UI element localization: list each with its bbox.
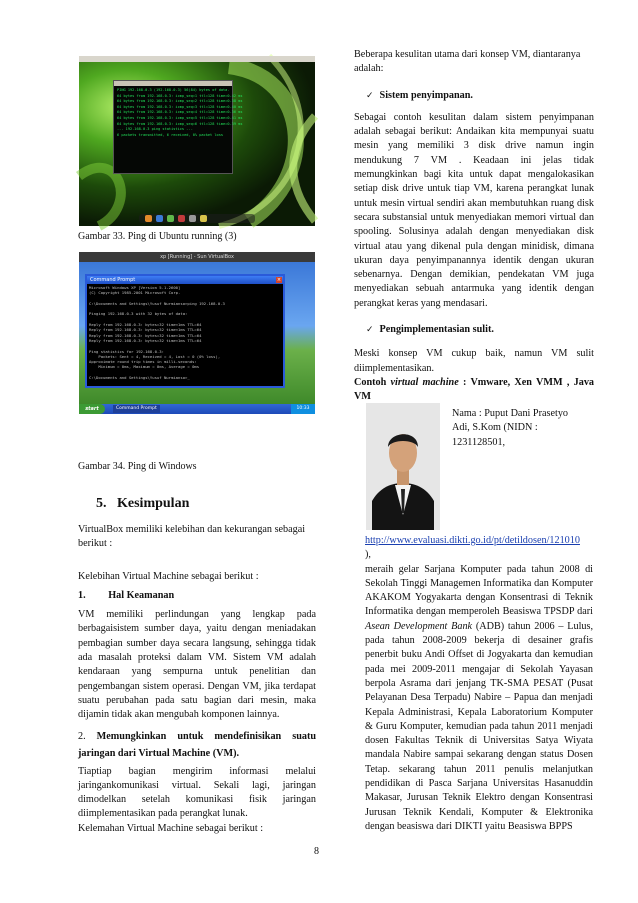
terminal-line: 64 bytes from 192.168.0.3: icmp_seq=1 ttl=128 time=0.42 ms <box>117 93 243 98</box>
section-heading-kesimpulan: 5. Kesimpulan <box>96 496 190 511</box>
right-body-bottom <box>365 534 593 834</box>
terminal-output <box>114 86 243 140</box>
item2-heading <box>78 728 316 762</box>
point2-text: Meski konsep VM cukup baik, namun VM sulit diimplementasikan. <box>354 348 594 374</box>
cmd-line: (C) Copyright 1985-2001 Microsoft Corp. <box>89 290 181 296</box>
cmd-line: Packets: Sent = 4, Received = 4, Lost = 0 (0% loss), <box>89 353 221 359</box>
author-lines <box>452 407 602 450</box>
kesimpulan-intro: VirtualBox memiliki kelebihan dan kekurangan sebagai berikut : <box>78 524 306 550</box>
left-body <box>78 523 316 836</box>
cmd-titlebar <box>87 276 283 284</box>
cmd-line: Minimum = 0ms, Maximum = 0ms, Average = 0ms <box>89 364 200 370</box>
item2-title: Memungkinkan untuk mendefinisikan suatu jaringan dari Virtual Machine (VM). <box>78 730 317 759</box>
point1-text: Sebagai contoh kesulitan dalam sistem penyimpanan adalah sebagai berikut: Andaikan kita mempunyai suatu mesin yang memiliki 3 disk drive namun ingin mendukung 7 VM . Keadaan ini jelas tidak memungkinkan bagi kita untuk dapat mengalokasikan setiap disk drive untuk tiap VM, karena perangkat lunak untuk mesin virtual sendiri akan membutuhkan ruang disk secara substansial untuk menyediakan memori virtual dan spooling. Solusinya adalah dengan menyediakan disk virtual atau yang dikenal pula dengan minidisk, dimana ukuran daya penyimpanannya identik dengan ukuran sebenarnya. Dengan demikian, pendekatan VM juga menyediakan sebuah antarmuka yang identik dengan perangkat keras yang mendasari. <box>354 111 594 309</box>
top-panel <box>79 56 315 62</box>
item2-text: Tiaptiap bagian mengirim informasi melalui jaringankomunikasi virtual. Sekali lagi, jaringan dimodelkan setelah komunikasi fisik jaringan diimplementasikan pada perangkat lunak. <box>78 765 316 820</box>
cmd-line: Reply from 192.168.0.3: bytes=32 time<1ms TTL=64 <box>89 332 202 338</box>
dock <box>139 214 255 223</box>
example-rest: : Vmware, Xen VMM , Java VM <box>354 376 595 403</box>
cmd-line: C:\Documents and Settings\Yusuf Nurmianso>_ <box>89 375 190 381</box>
author-name-block <box>452 407 602 450</box>
figure-34-screenshot <box>79 252 315 414</box>
bio-part-a: meraih gelar Sarjana Komputer pada tahun 2008 di Sekolah Tinggi Managemen Informatika dan Komputer AKAKOM Yogyakarta dengan Konsentrasi di Teknik Informatika dengan memperoleh Beasiswa TPSDP dari <box>365 563 593 618</box>
point1-title: Sistem penyimpanan. <box>379 89 473 101</box>
advantages-title: Kelebihan Virtual Machine sebagai berikut : <box>78 570 259 582</box>
terminal-line: 64 bytes from 192.168.0.3: icmp_seq=4 ttl=128 time=0.36 ms <box>117 110 243 115</box>
example-italic: virtual machine <box>390 376 459 388</box>
cmd-window <box>85 274 285 388</box>
taskbar-item-command-prompt[interactable]: Command Prompt <box>113 405 160 413</box>
dock-app-icon[interactable] <box>200 215 207 222</box>
close-icon[interactable]: × <box>276 277 282 283</box>
virtualbox-titlebar: xp [Running] - Sun VirtualBox <box>79 252 315 262</box>
dock-app-icon[interactable] <box>156 215 163 222</box>
dock-app-icon[interactable] <box>167 215 174 222</box>
example-label: Contoh <box>354 376 387 388</box>
figure-33-screenshot <box>79 56 315 226</box>
author-line: 1231128501, <box>452 436 506 448</box>
item2-number: 2. <box>78 730 86 742</box>
item1-text: VM memiliki perlindungan yang lengkap pada berbagaisistem sumber daya, yaitu dengan meniadakan pembagian sumber daya secara langsung, sehingga tidak ada masalah proteksi dalam VM. Sistem VM adalah kendaraan yang sempurna untuk penelitian dan pengembangan sistem operasi. Dengan VM, jika terdapat suatu perubahan pada satu bagian dari mesin, maka dijamin tidak akan mengubah komponen lainnya. <box>78 609 316 721</box>
bio-part-b: (ADB) tahun 2006 – Lulus, pada tahun 2008-2009 bekerja di desainer grafis penerbit buku Andi Offset di Jogyakarta dan kemudian pada mei 2009-2011 mengajar di Sekolah Yayasan berpola Asrama dari jenjang TK-SMA PESAT (Pusat Pelayanan Desa Terpadu) Nabire – Papua dan menjadi Kepala Administrasi, Kepala Laboratorium Komputer & Guru Komputer, kemudian pada tahun 2011 menjadi dosen Fakultas Teknik di Universitas Satya Wiyata mandala Nabire sampai sekarang dengan status Dosen Tetap. sekarang tahun 2011 penulis melanjutkan pendidikan di Pasca Sarjana Universitas Hasanuddin Makasar, Jurusan Teknik Elektro dengan Konsentrasi Jurusan Teknik Kendali, Komputer & Elektronika dengan beasiswa dari DIKTI yaitu Beasiswa BPPS <box>365 620 594 832</box>
start-button[interactable]: start <box>79 404 105 414</box>
author-line: Nama : Puput Dani Prasetyo <box>452 408 569 419</box>
point2-title: Pengimplementasian sulit. <box>379 324 494 336</box>
figure-34-caption: Gambar 34. Ping di Windows <box>78 461 197 472</box>
taskbar-clock: 10:33 <box>291 404 315 414</box>
checkmark-icon: ✓ <box>366 325 374 336</box>
item1-number: 1. <box>78 589 86 601</box>
figure-33-caption: Gambar 33. Ping di Ubuntu running (3) <box>78 231 237 242</box>
terminal-line: 64 bytes from 192.168.0.3: icmp_seq=5 ttl=128 time=0.41 ms <box>117 115 243 120</box>
terminal-window <box>113 80 243 174</box>
difficulties-intro: Beberapa kesulitan utama dari konsep VM, diantaranya adalah: <box>354 49 581 75</box>
author-bio <box>365 563 593 835</box>
author-link-line <box>365 534 593 563</box>
cmd-line: C:\Documents and Settings\Yusuf Nurmianso>ping 192.168.0.3 <box>89 300 225 306</box>
cmd-line: Microsoft Windows XP [Version 5.1.2600] <box>89 285 181 290</box>
item1-title: Hal Keamanan <box>108 589 175 601</box>
vm-examples <box>354 376 594 405</box>
cmd-line: Reply from 192.168.0.3: bytes=32 time<1ms TTL=64 <box>89 337 202 343</box>
dock-app-icon[interactable] <box>145 215 152 222</box>
page-number: 8 <box>314 846 319 857</box>
terminal-line: PING 192.168.0.3 (192.168.0.3) 56(84) bytes of data. <box>117 88 230 92</box>
right-body-top <box>354 48 594 433</box>
disadvantages-title: Kelemahan Virtual Machine sebagai berikut : <box>78 822 264 834</box>
author-line: Adi, S.Kom (NIDN : <box>452 422 538 434</box>
xp-taskbar <box>79 404 315 414</box>
link-tail: ), <box>365 549 371 561</box>
cmd-line: Reply from 192.168.0.3: bytes=32 time<1ms TTL=64 <box>89 322 202 328</box>
terminal-line: --- 192.168.0.3 ping statistics --- <box>117 127 193 132</box>
item1-heading <box>78 589 316 603</box>
dock-app-icon[interactable] <box>189 215 196 222</box>
cmd-line: Ping statistics for 192.168.0.3: <box>89 348 164 354</box>
point1-heading <box>354 89 594 103</box>
terminal-line: 64 bytes from 192.168.0.3: icmp_seq=3 ttl=128 time=0.40 ms <box>117 104 243 109</box>
cmd-line: Approximate round trip times in milli-seconds: <box>89 359 197 365</box>
cmd-output <box>87 284 283 381</box>
checkmark-icon: ✓ <box>366 90 374 101</box>
point2-heading <box>354 323 594 337</box>
cmd-line: Pinging 192.168.0.3 with 32 bytes of data: <box>89 311 188 317</box>
cmd-title: Command Prompt <box>90 277 136 283</box>
terminal-line: 6 packets transmitted, 6 received, 0% packet loss <box>117 132 224 137</box>
author-portrait <box>366 403 440 530</box>
bio-italic: Asean Development Bank <box>365 620 473 632</box>
dock-app-icon[interactable] <box>178 215 185 222</box>
author-photo <box>366 403 440 530</box>
dikti-profile-link[interactable]: http://www.evaluasi.dikti.go.id/pt/detildosen/121010 <box>365 535 580 546</box>
cmd-line: Reply from 192.168.0.3: bytes=32 time<1ms TTL=64 <box>89 327 202 333</box>
terminal-line: 64 bytes from 192.168.0.3: icmp_seq=2 ttl=128 time=0.38 ms <box>117 99 243 104</box>
terminal-line: 64 bytes from 192.168.0.3: icmp_seq=6 ttl=128 time=0.39 ms <box>117 121 243 126</box>
